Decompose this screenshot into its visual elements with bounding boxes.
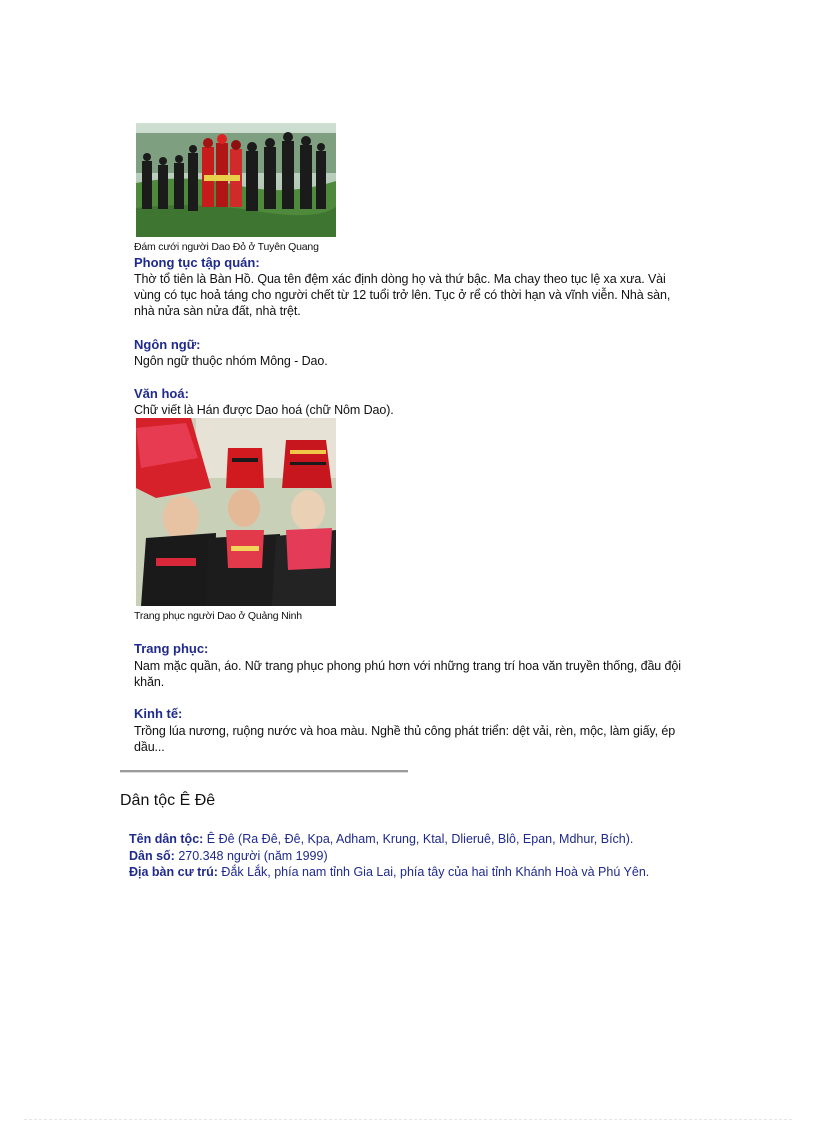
ede-population-value: 270.348 người (năm 1999) [178, 849, 328, 863]
language-heading: Ngôn ngữ: [134, 337, 201, 352]
costume-heading: Trang phục: [134, 641, 209, 656]
ede-population-label: Dân số: [129, 849, 175, 863]
ede-area-value: Đắk Lắk, phía nam tỉnh Gia Lai, phía tây của hai tỉnh Khánh Hoà và Phú Yên. [221, 865, 650, 879]
ede-area-label: Địa bàn cư trú: [129, 865, 218, 879]
ede-section-title: Dân tộc Ê Đê [120, 792, 216, 809]
ede-population-row [129, 848, 709, 865]
costume-text: Nam mặc quần, áo. Nữ trang phục phong phú hơn với những trang trí hoa văn truyền thống, đầu đội khăn. [134, 659, 681, 689]
ede-name-row [129, 831, 709, 848]
ede-name-label: Tên dân tộc: [129, 832, 204, 846]
language-text: Ngôn ngữ thuộc nhóm Mông - Dao. [134, 354, 328, 368]
ede-name-value: Ê Đê (Ra Đê, Đê, Kpa, Adham, Krung, Ktal, Dlieruê, Blô, Epan, Mdhur, Bích). [206, 832, 634, 846]
costume-photo-caption: Trang phục người Dao ở Quảng Ninh [134, 610, 302, 622]
culture-text: Chữ viết là Hán được Dao hoá (chữ Nôm Dao). [134, 403, 394, 417]
economy-text: Trồng lúa nương, ruộng nước và hoa màu. Nghề thủ công phát triển: dệt vải, rèn, mộc, làm giấy, ép dầu... [134, 724, 676, 754]
section-divider [120, 770, 408, 773]
culture-heading: Văn hoá: [134, 386, 189, 401]
page-bottom-rule [24, 1119, 792, 1120]
ede-area-row [129, 864, 709, 881]
wedding-photo [136, 123, 336, 237]
economy-heading: Kinh tế: [134, 706, 183, 721]
costume-photo [136, 418, 336, 606]
customs-text: Thờ tổ tiên là Bàn Hồ. Qua tên đệm xác định dòng họ và thứ bậc. Ma chay theo tục lệ xa xưa. Vài vùng có tục hoả táng cho người chết từ 12 tuổi trở lên. Tục ở rể có thời hạn và vĩnh viễn. Nhà sàn, nhà nửa sàn nửa đất, nhà trệt. [134, 272, 671, 318]
customs-heading: Phong tục tập quán: [134, 255, 260, 270]
wedding-photo-caption: Đám cưới người Dao Đỏ ở Tuyên Quang [134, 241, 319, 253]
